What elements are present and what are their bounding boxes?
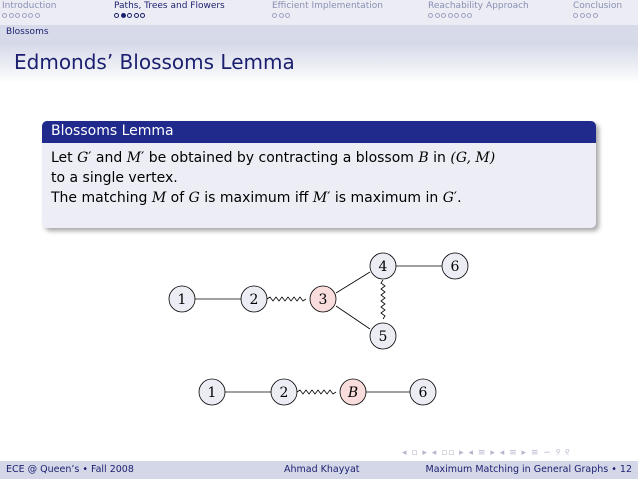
subsection-bar [0, 25, 638, 41]
blossom-graph-diagram [0, 240, 638, 415]
lemma-line-1 [51, 148, 590, 168]
nav-frame-dot[interactable] [140, 13, 145, 18]
nav-frame-dot[interactable] [441, 13, 446, 18]
nav-dots-conclusion [573, 13, 598, 21]
frame-title-bar [0, 41, 638, 83]
nav-frame-dot[interactable] [428, 13, 433, 18]
math-g: G [442, 190, 454, 206]
node-2-label: 2 [249, 292, 259, 308]
math-b: B [418, 150, 429, 166]
prime: ′ [453, 190, 458, 206]
node-1-contracted-label: 1 [207, 385, 217, 401]
nav-frame-dot[interactable] [454, 13, 459, 18]
nav-section-introduction[interactable]: Introduction [2, 1, 57, 11]
nav-frame-dot[interactable] [35, 13, 40, 18]
footer-right: Maximum Matching in General Graphs • 12 [425, 464, 632, 475]
nav-dots-introduction [2, 13, 40, 21]
text: . [457, 190, 462, 206]
nav-frame-dot[interactable] [573, 13, 578, 18]
subsection-label[interactable]: Blossoms [6, 27, 49, 37]
matched-edge-2-b [297, 390, 336, 394]
nav-frame-dot[interactable] [580, 13, 585, 18]
lemma-block [42, 121, 596, 228]
footer-bar [0, 461, 638, 479]
text: of [166, 190, 189, 206]
text: The matching [51, 190, 152, 206]
node-blossom-b-label: B [347, 385, 359, 401]
math-m: M [126, 150, 142, 166]
math-gm-pair: (G, M) [450, 150, 496, 166]
node-4-label: 4 [378, 259, 388, 275]
text: in [428, 150, 451, 166]
node-6-label: 6 [450, 259, 460, 275]
text: is maximum in [330, 190, 443, 206]
original-nodes [169, 253, 468, 349]
nav-section-efficient-implementation[interactable]: Efficient Implementation [272, 1, 383, 11]
nav-frame-dot[interactable] [127, 13, 132, 18]
nav-frame-dot[interactable] [2, 13, 7, 18]
math-m: M [151, 190, 167, 206]
beamer-navigation-symbols[interactable]: ◂ ▫ ▸ ◂ ▫▫ ▸ ◂ ≡ ▸ ◂ ≡ ▸ ≡ ∽ ୨ ୧ [402, 448, 571, 458]
nav-section-paths-trees-flowers[interactable]: Paths, Trees and Flowers [114, 1, 225, 11]
nav-dots-reachability-approach [428, 13, 472, 21]
node-5-label: 5 [378, 329, 388, 345]
nav-frame-dot[interactable] [467, 13, 472, 18]
prime: ′ [88, 150, 92, 166]
node-1-label: 1 [177, 292, 187, 308]
node-6-contracted-label: 6 [418, 385, 428, 401]
nav-frame-dot[interactable] [461, 13, 466, 18]
matched-edge-4-5 [381, 280, 385, 319]
math-g: G [77, 150, 89, 166]
footer-left: ECE @ Queen’s • Fall 2008 [6, 464, 134, 475]
node-3-label: 3 [318, 292, 328, 308]
text: be obtained by contracting a blossom [144, 150, 419, 166]
prime: ′ [327, 190, 331, 206]
nav-frame-dot[interactable] [114, 13, 119, 18]
nav-frame-dot[interactable] [134, 13, 139, 18]
matched-edge-2-3 [267, 297, 306, 301]
edge-3-4 [336, 272, 370, 293]
nav-dots-paths-trees-flowers [114, 13, 145, 21]
nav-frame-dot[interactable] [593, 13, 598, 18]
text: and [91, 150, 127, 166]
lemma-line-2: to a single vertex. [51, 170, 178, 186]
nav-frame-dot[interactable] [121, 13, 126, 18]
nav-frame-dot[interactable] [272, 13, 277, 18]
nav-frame-dot[interactable] [15, 13, 20, 18]
block-title: Blossoms Lemma [42, 121, 596, 143]
footer-center: Ahmad Khayyat [284, 464, 360, 475]
node-2-contracted-label: 2 [279, 385, 289, 401]
section-navigation [0, 0, 638, 25]
page-title: Edmonds’ Blossoms Lemma [14, 50, 295, 74]
nav-frame-dot[interactable] [435, 13, 440, 18]
nav-frame-dot[interactable] [448, 13, 453, 18]
text: Let [51, 150, 78, 166]
nav-section-conclusion[interactable]: Conclusion [573, 1, 623, 11]
nav-dots-efficient-implementation [272, 13, 290, 21]
math-m: M [312, 190, 328, 206]
text: is maximum iff [199, 190, 313, 206]
nav-frame-dot[interactable] [28, 13, 33, 18]
nav-frame-dot[interactable] [586, 13, 591, 18]
nav-frame-dot[interactable] [285, 13, 290, 18]
math-g: G [188, 190, 200, 206]
prime: ′ [141, 150, 145, 166]
contracted-graph [225, 390, 410, 394]
lemma-line-3 [51, 188, 590, 208]
block-body [42, 143, 596, 208]
nav-section-reachability-approach[interactable]: Reachability Approach [428, 1, 529, 11]
edge-3-5 [336, 306, 370, 329]
nav-frame-dot[interactable] [9, 13, 14, 18]
nav-frame-dot[interactable] [279, 13, 284, 18]
nav-frame-dot[interactable] [22, 13, 27, 18]
